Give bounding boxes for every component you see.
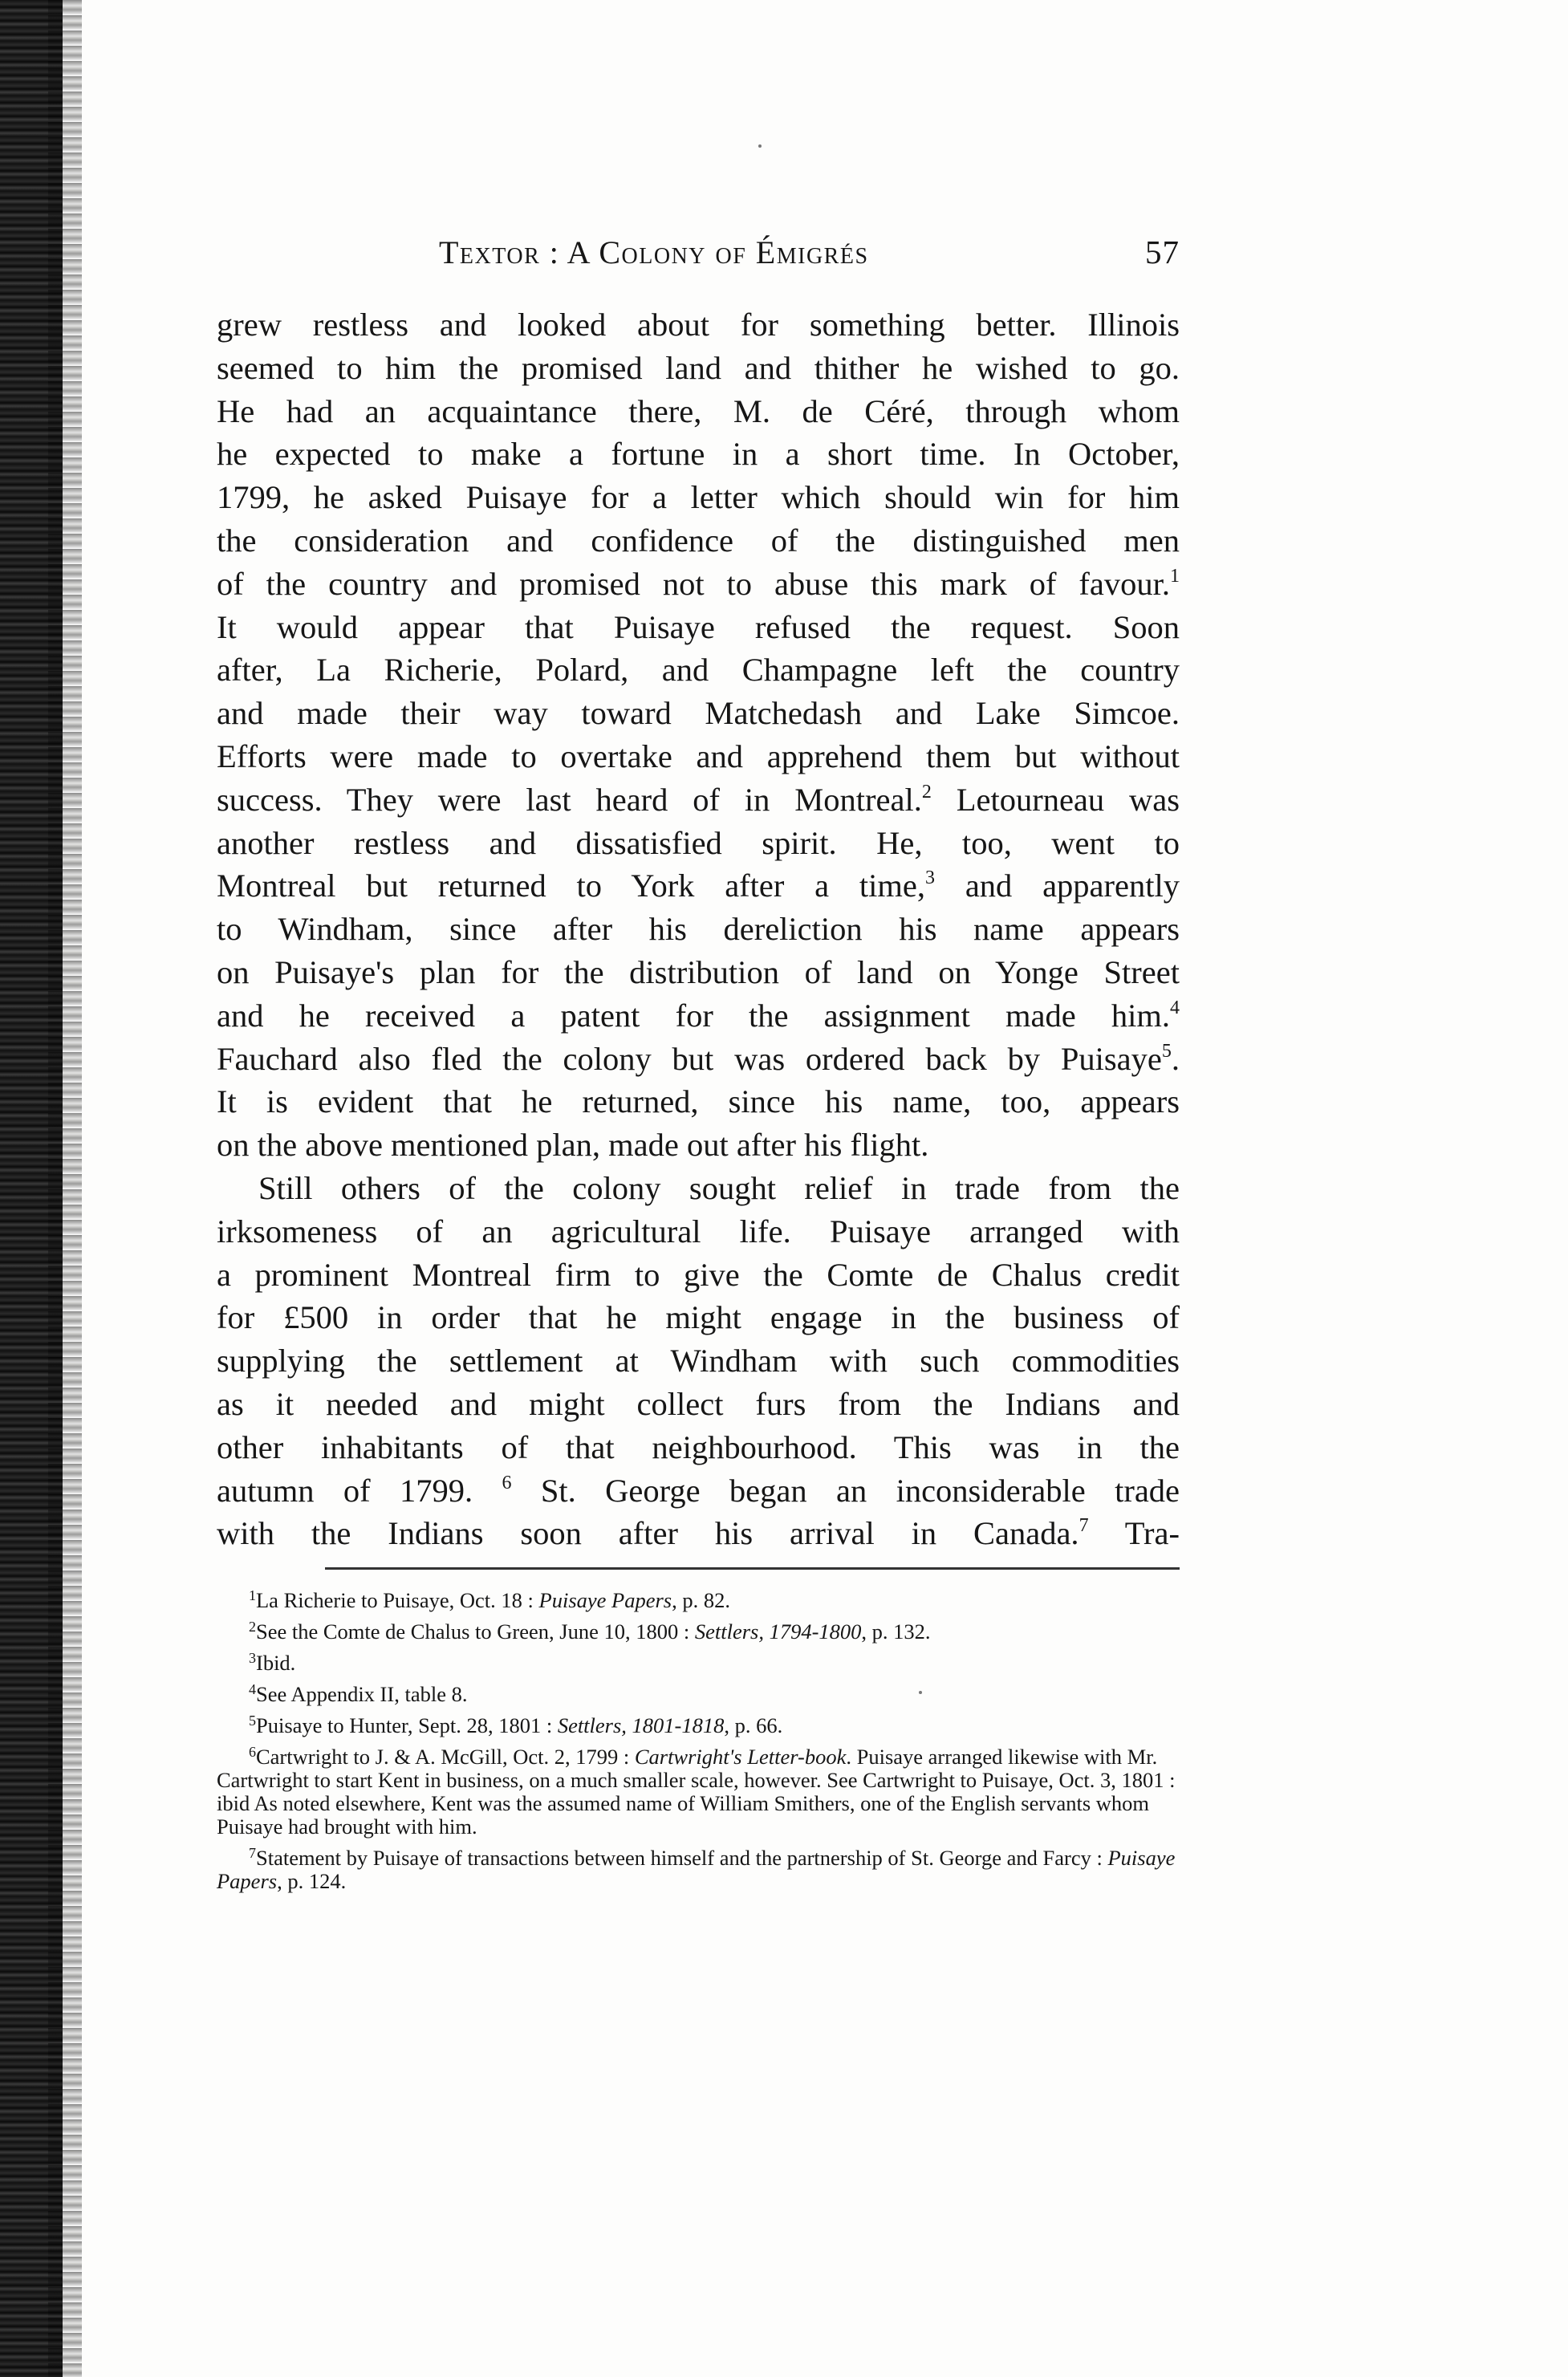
footnote-ref: 2 (921, 781, 932, 802)
footnote-source: Puisaye Papers (538, 1588, 672, 1612)
paragraph (217, 1167, 1180, 1555)
text-segment: . (1171, 1040, 1180, 1077)
footnote-text: La Richerie to Puisaye, Oct. 18 : (256, 1588, 539, 1612)
footnote (217, 1620, 1180, 1644)
text-line: as it needed and might collect furs from the Indians and (217, 1385, 1180, 1422)
text-line: he expected to make a fortune in a short time. In October, (217, 436, 1180, 473)
footnote-tail: . Puisaye arranged likewise with Mr. Cartwright to start Kent in business, on a much smaller scale, however. See Cartwright to Puisaye, Oct. 3, 1801 : ibid As noted elsewhere, Kent was the assumed name of William Smithers, one of the English servants whom Puisaye had brought with him. (217, 1745, 1176, 1839)
text-line (217, 994, 1180, 1038)
footnote-mark: 6 (249, 1744, 256, 1760)
footnote-tail: , p. 82. (672, 1588, 730, 1612)
footnote-text: Statement by Puisaye of transactions between himself and the partnership of St. George and Farcy : (256, 1846, 1108, 1870)
text-segment: St. George began an inconsiderable trade (540, 1472, 1180, 1509)
footnote-tail: , p. 66. (724, 1713, 783, 1737)
footnote-source: Settlers, 1794-1800 (694, 1619, 862, 1644)
text-line: Efforts were made to overtake and apprehend them but without (217, 737, 1180, 774)
text-line: after, La Richerie, Polard, and Champagne left the country (217, 652, 1180, 689)
text-line: He had an acquaintance there, M. de Céré, through whom (217, 392, 1180, 429)
footnote-ref: 1 (1170, 565, 1180, 587)
text-line: on Puisaye's plan for the distribution of land on Yonge Street (217, 953, 1180, 990)
page-number: 57 (1145, 234, 1180, 270)
text-line (217, 778, 1180, 822)
running-title: Textor : A Colony of Émigrés (439, 234, 869, 270)
footnote-tail: , p. 124. (277, 1869, 347, 1893)
text-segment: Fauchard also fled the colony but was ordered back by Puisaye (217, 1040, 1162, 1077)
text-segment: Montreal but returned to York after a time, (217, 868, 926, 904)
text-segment: Letourneau was (956, 781, 1180, 818)
footnote-mark: 2 (249, 1619, 256, 1635)
footnote-tail: , p. 132. (861, 1619, 931, 1644)
footnote-rule (325, 1567, 1180, 1570)
text-segment: and apparently (965, 868, 1180, 904)
footnote-source: Cartwright's Letter-book (634, 1745, 847, 1769)
footnote-source: Puisaye Papers (217, 1846, 1176, 1893)
footnote-mark: 5 (249, 1713, 256, 1729)
footnote (217, 1714, 1180, 1737)
text-line: 1799, he asked Puisaye for a letter which should win for him (217, 479, 1180, 516)
text-line (217, 1038, 1180, 1081)
text-line: for £500 in order that he might engage in the business of (217, 1299, 1180, 1336)
text-line: another restless and dissatisfied spirit. He, too, went to (217, 824, 1180, 861)
text-line: It would appear that Puisaye refused the request. Soon (217, 608, 1180, 645)
footnote-ref: 3 (925, 868, 936, 889)
footnote-text: Puisaye to Hunter, Sept. 28, 1801 : (256, 1713, 558, 1737)
footnote-text: Cartwright to J. & A. McGill, Oct. 2, 1799 : (256, 1745, 635, 1769)
footnote-text: Ibid. (256, 1651, 296, 1675)
footnote (217, 1745, 1180, 1839)
text-line: other inhabitants of that neighbourhood. This was in the (217, 1428, 1180, 1465)
text-segment: Tra- (1124, 1515, 1180, 1552)
footnotes (217, 1589, 1180, 1901)
footnote-mark: 1 (249, 1587, 256, 1603)
text-segment: with the Indians soon after his arrival in Canada. (217, 1515, 1079, 1552)
footnote-mark: 3 (249, 1650, 256, 1666)
text-segment: autumn of 1799. (217, 1472, 473, 1509)
footnote (217, 1589, 1180, 1612)
text-segment: and he received a patent for the assignment made him. (217, 997, 1170, 1034)
text-segment: success. They were last heard of in Montreal. (217, 781, 922, 818)
footnote-ref: 7 (1079, 1515, 1089, 1537)
footnote (217, 1652, 1180, 1675)
text-line: Still others of the colony sought relief in trade from the (258, 1169, 1180, 1206)
footnote-ref: 5 (1161, 1040, 1172, 1062)
footnote-text: See the Comte de Chalus to Green, June 10, 1800 : (256, 1619, 695, 1644)
text-line: supplying the settlement at Windham with such commodities (217, 1343, 1180, 1379)
text-line: grew restless and looked about for something better. Illinois (217, 307, 1180, 343)
speck (758, 144, 762, 148)
text-line: a prominent Montreal firm to give the Comte de Chalus credit (217, 1256, 1180, 1293)
text-line: irksomeness of an agricultural life. Puisaye arranged with (217, 1213, 1180, 1249)
footnote (217, 1683, 1180, 1706)
footnote-mark: 4 (249, 1681, 256, 1697)
text-line (217, 563, 1180, 606)
text-line (217, 1469, 1180, 1513)
text-line: seemed to him the promised land and thither he wished to go. (217, 349, 1180, 386)
footnote-text: See Appendix II, table 8. (256, 1682, 468, 1706)
text-segment: of the country and promised not to abuse this mark of favour. (217, 565, 1170, 602)
footnote-ref: 4 (1170, 997, 1180, 1018)
text-line: to Windham, since after his dereliction his name appears (217, 911, 1180, 948)
text-line: and made their way toward Matchedash and Lake Simcoe. (217, 695, 1180, 732)
running-head (217, 233, 1180, 271)
footnote (217, 1847, 1180, 1893)
text-line: on the above mentioned plan, made out after his flight. (217, 1127, 929, 1164)
text-line: the consideration and confidence of the distinguished men (217, 522, 1180, 559)
paragraph (217, 303, 1180, 1167)
footnote-mark: 7 (249, 1845, 256, 1861)
text-line: It is evident that he returned, since his name, too, appears (217, 1083, 1180, 1120)
page-gutter-edge (48, 0, 82, 2377)
footnote-ref: 6 (502, 1472, 512, 1493)
text-line (217, 864, 1180, 908)
text-line (217, 1512, 1180, 1555)
body-text (217, 303, 1180, 1555)
footnote-source: Settlers, 1801-1818 (557, 1713, 725, 1737)
